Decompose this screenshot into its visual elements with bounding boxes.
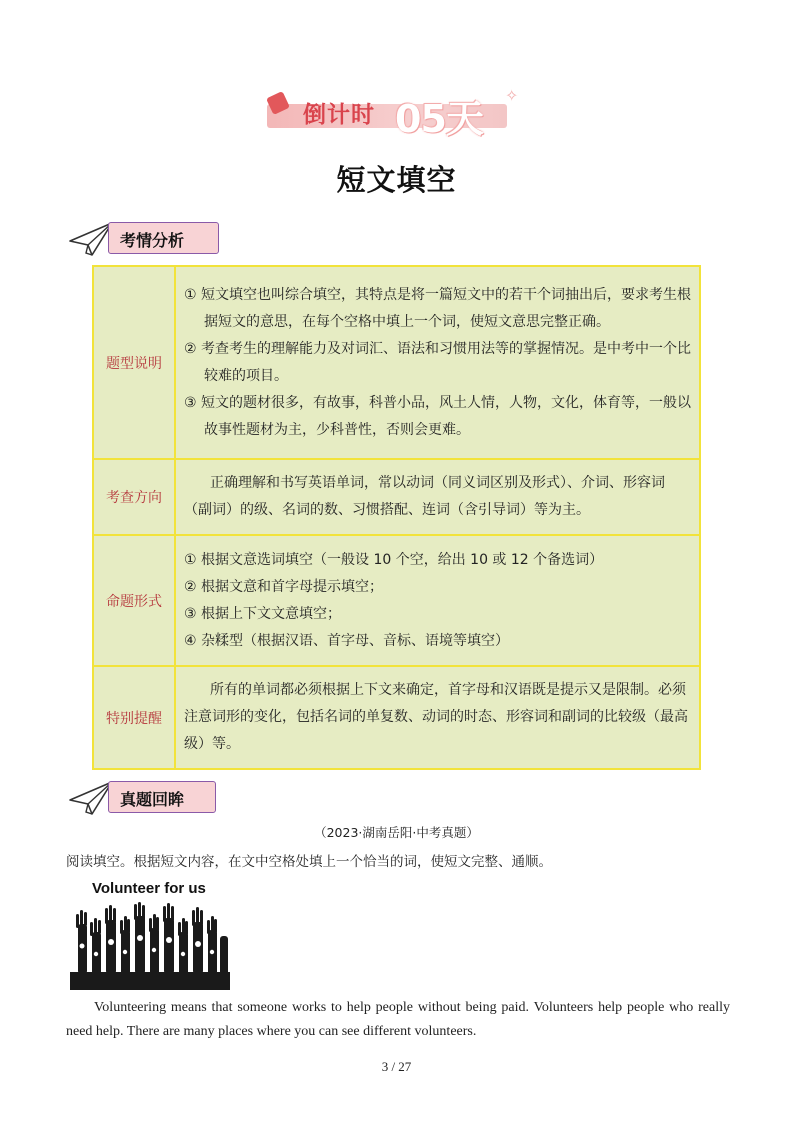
row-key: 题型说明	[93, 266, 175, 459]
row-value	[175, 535, 700, 666]
analysis-table	[92, 265, 701, 770]
question-instruction: 阅读填空。根据短文内容，在文中空格处填上一个恰当的词，使短文完整、通顺。	[66, 854, 552, 870]
table-row	[93, 459, 700, 535]
page-title: 短文填空	[336, 163, 457, 197]
passage-paragraph: Volunteering means that someone works to help people without being paid. Volunteers help people who really need help. There are many places where you can see different volunteers.	[66, 1000, 730, 1039]
section-label: 真题回眸	[120, 790, 185, 809]
list-item: ③ 短文的题材很多，有故事，科普小品，风土人情，人物，文化，体育等，一般以故事性题材为主，少科普性，否则会更难。	[184, 394, 691, 438]
row-text: 正确理解和书写英语单词，常以动词（同义词区别及形式）、介词、形容词（副词）的级、名词的数、习惯搭配、连词（含引导词）等为主。	[184, 475, 665, 518]
illustration-title: Volunteer for us	[92, 880, 206, 897]
row-text: 所有的单词都必须根据上下文来确定，首字母和汉语既是提示又是限制。必须注意词形的变化，包括名词的单复数、动词的时态、形容词和副词的比较级（最高级）等。	[184, 682, 688, 752]
row-value	[175, 266, 700, 459]
banner-number: 05天	[395, 97, 483, 141]
row-key: 命题形式	[93, 535, 175, 666]
volunteer-illustration	[70, 878, 230, 990]
section-label: 考情分析	[120, 231, 185, 250]
countdown-banner	[267, 86, 523, 141]
row-value	[175, 666, 700, 769]
list-item: ② 考查考生的理解能力及对词汇、语法和习惯用法等的掌握情况。是中考中一个比较难的项目。	[184, 340, 691, 384]
row-key: 考查方向	[93, 459, 175, 535]
row-key: 特别提醒	[93, 666, 175, 769]
list-item: ① 短文填空也叫综合填空，其特点是将一篇短文中的若干个词抽出后，要求考生根据短文的意思，在每个空格中填上一个词，使短文意思完整正确。	[184, 286, 691, 330]
question-source: （2023·湖南岳阳·中考真题）	[314, 825, 479, 840]
list-item: ④ 杂糅型（根据汉语、首字母、音标、语境等填空）	[184, 632, 509, 649]
table-row	[93, 266, 700, 459]
banner-label: 倒计时	[303, 102, 375, 128]
table-row	[93, 535, 700, 666]
page-number: 3 / 27	[381, 1059, 412, 1074]
sparkle-icon: ✧	[505, 86, 519, 105]
row-value	[175, 459, 700, 535]
list-item: ① 根据文意选词填空（一般设 10 个空，给出 10 或 12 个备选词）	[184, 551, 604, 568]
list-item: ③ 根据上下文文意填空；	[184, 605, 342, 622]
section-header-analysis	[68, 219, 228, 255]
raised-hands-icon	[70, 902, 230, 990]
section-header-past-exams	[68, 778, 228, 814]
table-row	[93, 666, 700, 769]
list-item: ② 根据文意和首字母提示填空；	[184, 578, 384, 595]
